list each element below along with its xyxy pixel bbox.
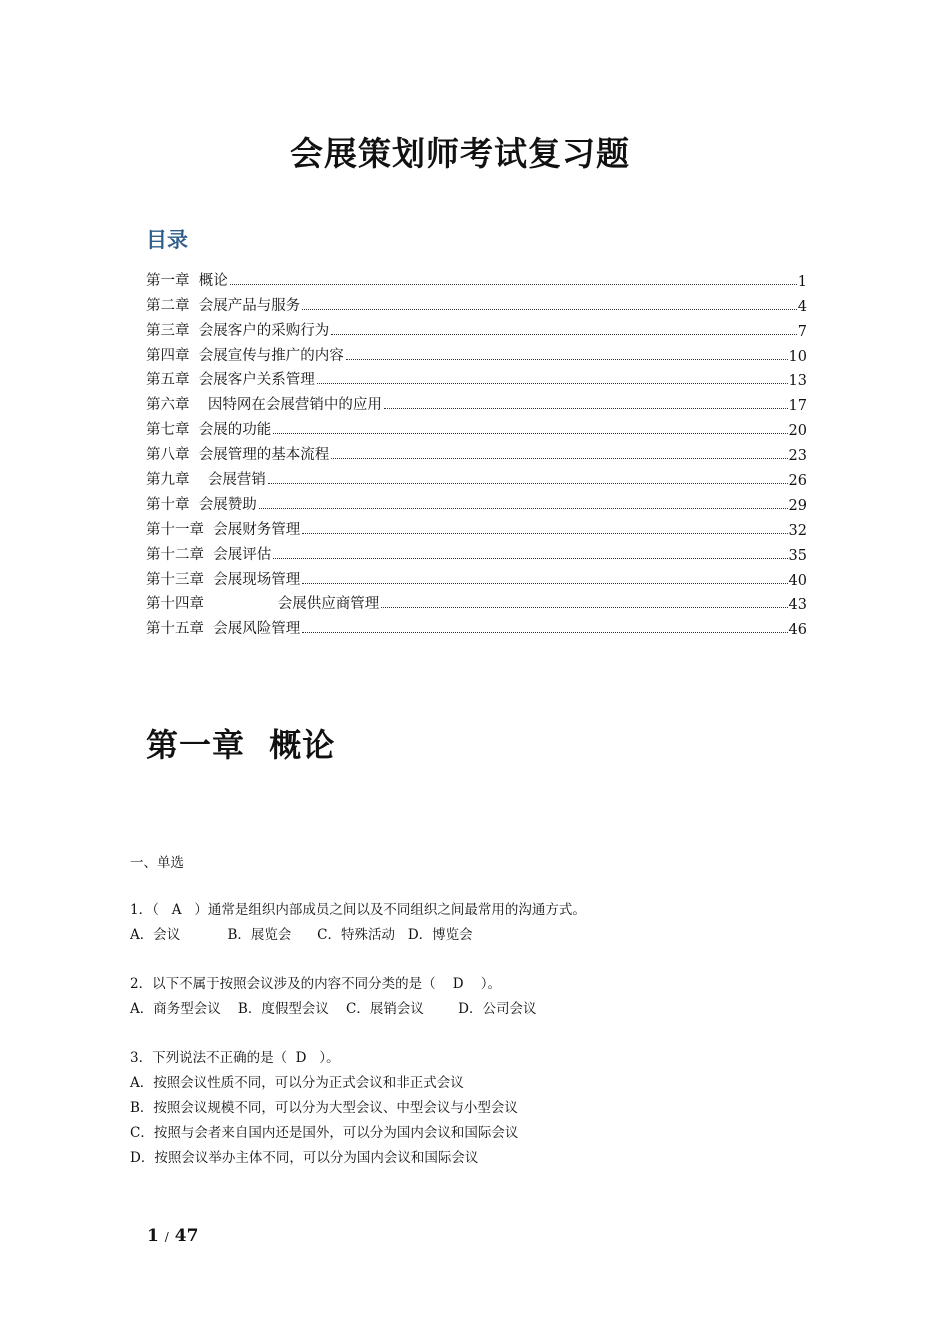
- question-options: D．按照会议举办主体不同，可以分为国内会议和国际会议: [130, 1150, 479, 1166]
- toc-entry-label: 第十三章 会展现场管理: [146, 571, 301, 588]
- toc-entry[interactable]: [146, 290, 807, 315]
- question-stem: 2．以下不属于按照会议涉及的内容不同分类的是（ D ）。: [130, 976, 501, 992]
- toc-entry[interactable]: [146, 613, 807, 638]
- question-options: A．商务型会议 B．度假型会议 C．展销会议 D．公司会议: [130, 1001, 537, 1017]
- toc-entry[interactable]: [146, 389, 807, 414]
- toc-entry-label: 第六章 因特网在会展营销中的应用: [146, 397, 382, 414]
- toc-dot-leader: [259, 508, 788, 509]
- toc-entry-page: 23: [788, 448, 807, 465]
- question-options: C．按照与会者来自国内还是国外，可以分为国内会议和国际会议: [130, 1125, 519, 1141]
- page-number: [147, 1226, 198, 1246]
- toc-dot-leader: [331, 458, 787, 459]
- total-pages: 47: [174, 1226, 199, 1246]
- toc-entry[interactable]: [146, 365, 807, 390]
- toc-dot-leader: [268, 483, 788, 484]
- question-item: [130, 898, 830, 948]
- toc-entry-label: 第八章 会展管理的基本流程: [146, 447, 330, 464]
- toc-entry-page: 10: [788, 348, 807, 365]
- question-stem: 3．下列说法不正确的是（ D ）。: [130, 1050, 340, 1066]
- toc-entry-label: 第七章 会展的功能: [146, 422, 272, 439]
- toc-dot-leader: [302, 583, 787, 584]
- table-of-contents: [146, 265, 807, 638]
- toc-entry[interactable]: [146, 514, 807, 539]
- toc-dot-leader: [381, 607, 787, 608]
- toc-dot-leader: [273, 433, 787, 434]
- toc-entry[interactable]: [146, 464, 807, 489]
- page-separator: /: [164, 1230, 169, 1244]
- toc-dot-leader: [302, 533, 787, 534]
- toc-entry-label: 第一章 概论: [146, 272, 228, 289]
- question-item: [130, 972, 830, 1022]
- toc-dot-leader: [317, 383, 788, 384]
- toc-entry-page: 4: [797, 298, 807, 315]
- toc-entry-page: 32: [788, 522, 807, 539]
- toc-entry-label: 第十一章 会展财务管理: [146, 521, 301, 538]
- toc-heading: 目录: [146, 227, 188, 252]
- toc-dot-leader: [302, 309, 797, 310]
- toc-entry-label: 第十二章 会展评估: [146, 546, 272, 563]
- toc-entry-label: 第三章 会展客户的采购行为: [146, 322, 330, 339]
- toc-entry[interactable]: [146, 439, 807, 464]
- toc-entry[interactable]: [146, 265, 807, 290]
- toc-entry-page: 7: [797, 323, 807, 340]
- toc-dot-leader: [331, 334, 797, 335]
- toc-entry-page: 43: [788, 597, 807, 614]
- toc-entry-page: 13: [788, 373, 807, 390]
- toc-entry[interactable]: [146, 340, 807, 365]
- question-options: A．按照会议性质不同，可以分为正式会议和非正式会议: [130, 1075, 464, 1091]
- toc-entry-label: 第九章 会展营销: [146, 472, 266, 489]
- toc-entry-page: 29: [788, 497, 807, 514]
- question-list: [130, 898, 830, 1195]
- toc-entry-page: 1: [797, 273, 807, 290]
- toc-entry[interactable]: [146, 564, 807, 589]
- toc-dot-leader: [230, 284, 797, 285]
- question-item: [130, 1046, 830, 1171]
- toc-entry-page: 40: [788, 572, 807, 589]
- toc-entry[interactable]: [146, 414, 807, 439]
- toc-entry-page: 35: [788, 547, 807, 564]
- toc-entry-page: 20: [788, 423, 807, 440]
- toc-dot-leader: [273, 558, 787, 559]
- toc-entry-label: 第二章 会展产品与服务: [146, 297, 301, 314]
- section-label: 一、单选: [130, 855, 184, 871]
- toc-entry-page: 26: [788, 473, 807, 490]
- toc-entry[interactable]: [146, 539, 807, 564]
- toc-entry[interactable]: [146, 315, 807, 340]
- toc-entry-page: 46: [788, 622, 807, 639]
- question-options: B．按照会议规模不同，可以分为大型会议、中型会议与小型会议: [130, 1100, 518, 1116]
- toc-entry[interactable]: [146, 589, 807, 614]
- question-options: A．会议 B．展览会 C．特殊活动 D．博览会: [130, 927, 473, 943]
- document-title: 会展策划师考试复习题: [290, 134, 630, 173]
- toc-entry-label: 第五章 会展客户关系管理: [146, 372, 315, 389]
- toc-entry-label: 第十五章 会展风险管理: [146, 621, 301, 638]
- toc-entry-label: 第十四章 会展供应商管理: [146, 596, 380, 613]
- toc-dot-leader: [346, 359, 788, 360]
- toc-entry-page: 17: [788, 398, 807, 415]
- toc-dot-leader: [302, 632, 787, 633]
- toc-entry-label: 第十章 会展赞助: [146, 496, 257, 513]
- question-stem: 1．（ A ）通常是组织内部成员之间以及不同组织之间最常用的沟通方式。: [130, 902, 586, 918]
- toc-entry[interactable]: [146, 489, 807, 514]
- current-page: 1: [147, 1226, 159, 1246]
- chapter-title: 第一章 概论: [146, 726, 336, 764]
- toc-entry-label: 第四章 会展宣传与推广的内容: [146, 347, 344, 364]
- toc-dot-leader: [384, 408, 788, 409]
